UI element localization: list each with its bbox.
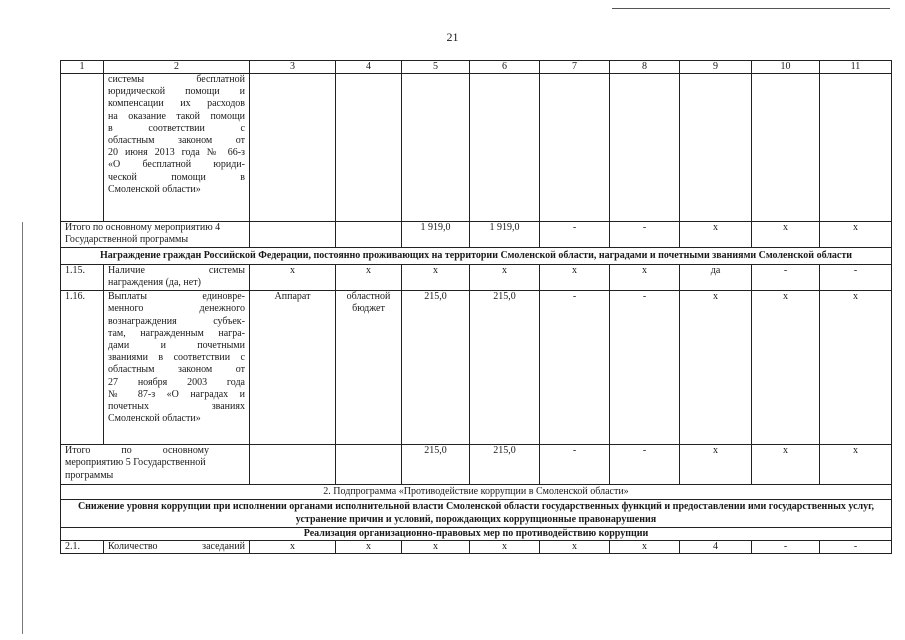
column-header: 1: [61, 61, 104, 74]
total-label: Итого по основному мероприятию 5 Государственной программы: [61, 445, 250, 485]
column-header: 6: [470, 61, 540, 74]
column-header: 2: [104, 61, 250, 74]
section-heading-row: [61, 248, 892, 265]
row-description: Количество заседаний: [104, 541, 250, 554]
total-label: Итого по основному мероприятию 4 Государственной программы: [61, 222, 250, 248]
scan-artifact-line: [612, 8, 890, 9]
goal-heading-row: [61, 500, 892, 527]
row-number: 2.1.: [61, 541, 104, 554]
column-header: 10: [752, 61, 820, 74]
column-header: 4: [336, 61, 402, 74]
funding-source-cell: областной бюджет: [336, 291, 402, 445]
table-row: 2.1. Количество заседаний х х х х х х 4 - -: [61, 541, 892, 554]
column-header: 5: [402, 61, 470, 74]
table-row: 1.15. Наличие системы награждения (да, нет) х х х х х х да - -: [61, 265, 892, 291]
program-table: [60, 60, 892, 554]
section-heading: Награждение граждан Российской Федерации, постоянно проживающих на территории Смоленской области, наградами и почетными званиями Смоленской области: [61, 248, 892, 265]
column-header: 3: [250, 61, 336, 74]
column-header: 7: [540, 61, 610, 74]
row-description: Наличие системы награждения (да, нет): [104, 265, 250, 291]
executor-cell: Аппарат: [250, 291, 336, 445]
table-row: 1.16. Выплаты единовре- менного денежного вознаграждения субъек- там, награжденным награ- дами и почетными званиями в соответствии с областным законом от 27 ноября 2003 года № 87-з «О наградах и почетных званиях Смоленской области» Аппарат областной бюджет 215,0 215,0 - - х х х: [61, 291, 892, 445]
continued-description: системы бесплатной юридической помощи и компенсации их расходов на оказание такой помощи в соответствии с областным законом от 20 июня 2013 года № 66-з «О бесплатной юриди- ческой помощи в Смоленской области»: [104, 74, 250, 222]
column-header: 9: [680, 61, 752, 74]
total-row-event-4: Итого по основному мероприятию 4 Государственной программы 1 919,0 1 919,0 - - х х х: [61, 222, 892, 248]
column-header: 11: [820, 61, 892, 74]
row-number: 1.16.: [61, 291, 104, 445]
subprogram-heading-row: [61, 485, 892, 500]
row-number: 1.15.: [61, 265, 104, 291]
page-number: 21: [446, 30, 459, 44]
goal-heading: Снижение уровня коррупции при исполнении органами исполнительной власти Смоленской области государственных функций и предоставлении ими государственных услуг, устранение причин и условий, порождающих коррупционные правонарушения: [61, 500, 892, 527]
table-row: [61, 74, 892, 222]
task-heading-row: [61, 527, 892, 540]
task-heading: Реализация организационно-правовых мер по противодействию коррупции: [61, 527, 892, 540]
column-number-row: [61, 61, 892, 74]
row-description: Выплаты единовре- менного денежного вознаграждения субъек- там, награжденным награ- дами и почетными званиями в соответствии с областным законом от 27 ноября 2003 года № 87-з «О наградах и почетных званиях Смоленской области»: [104, 291, 250, 445]
column-header: 8: [610, 61, 680, 74]
subprogram-heading: 2. Подпрограмма «Противодействие коррупции в Смоленской области»: [61, 485, 892, 500]
binding-edge-line: [22, 222, 23, 634]
total-row-event-5: Итого по основному мероприятию 5 Государственной программы 215,0 215,0 - - х х х: [61, 445, 892, 485]
